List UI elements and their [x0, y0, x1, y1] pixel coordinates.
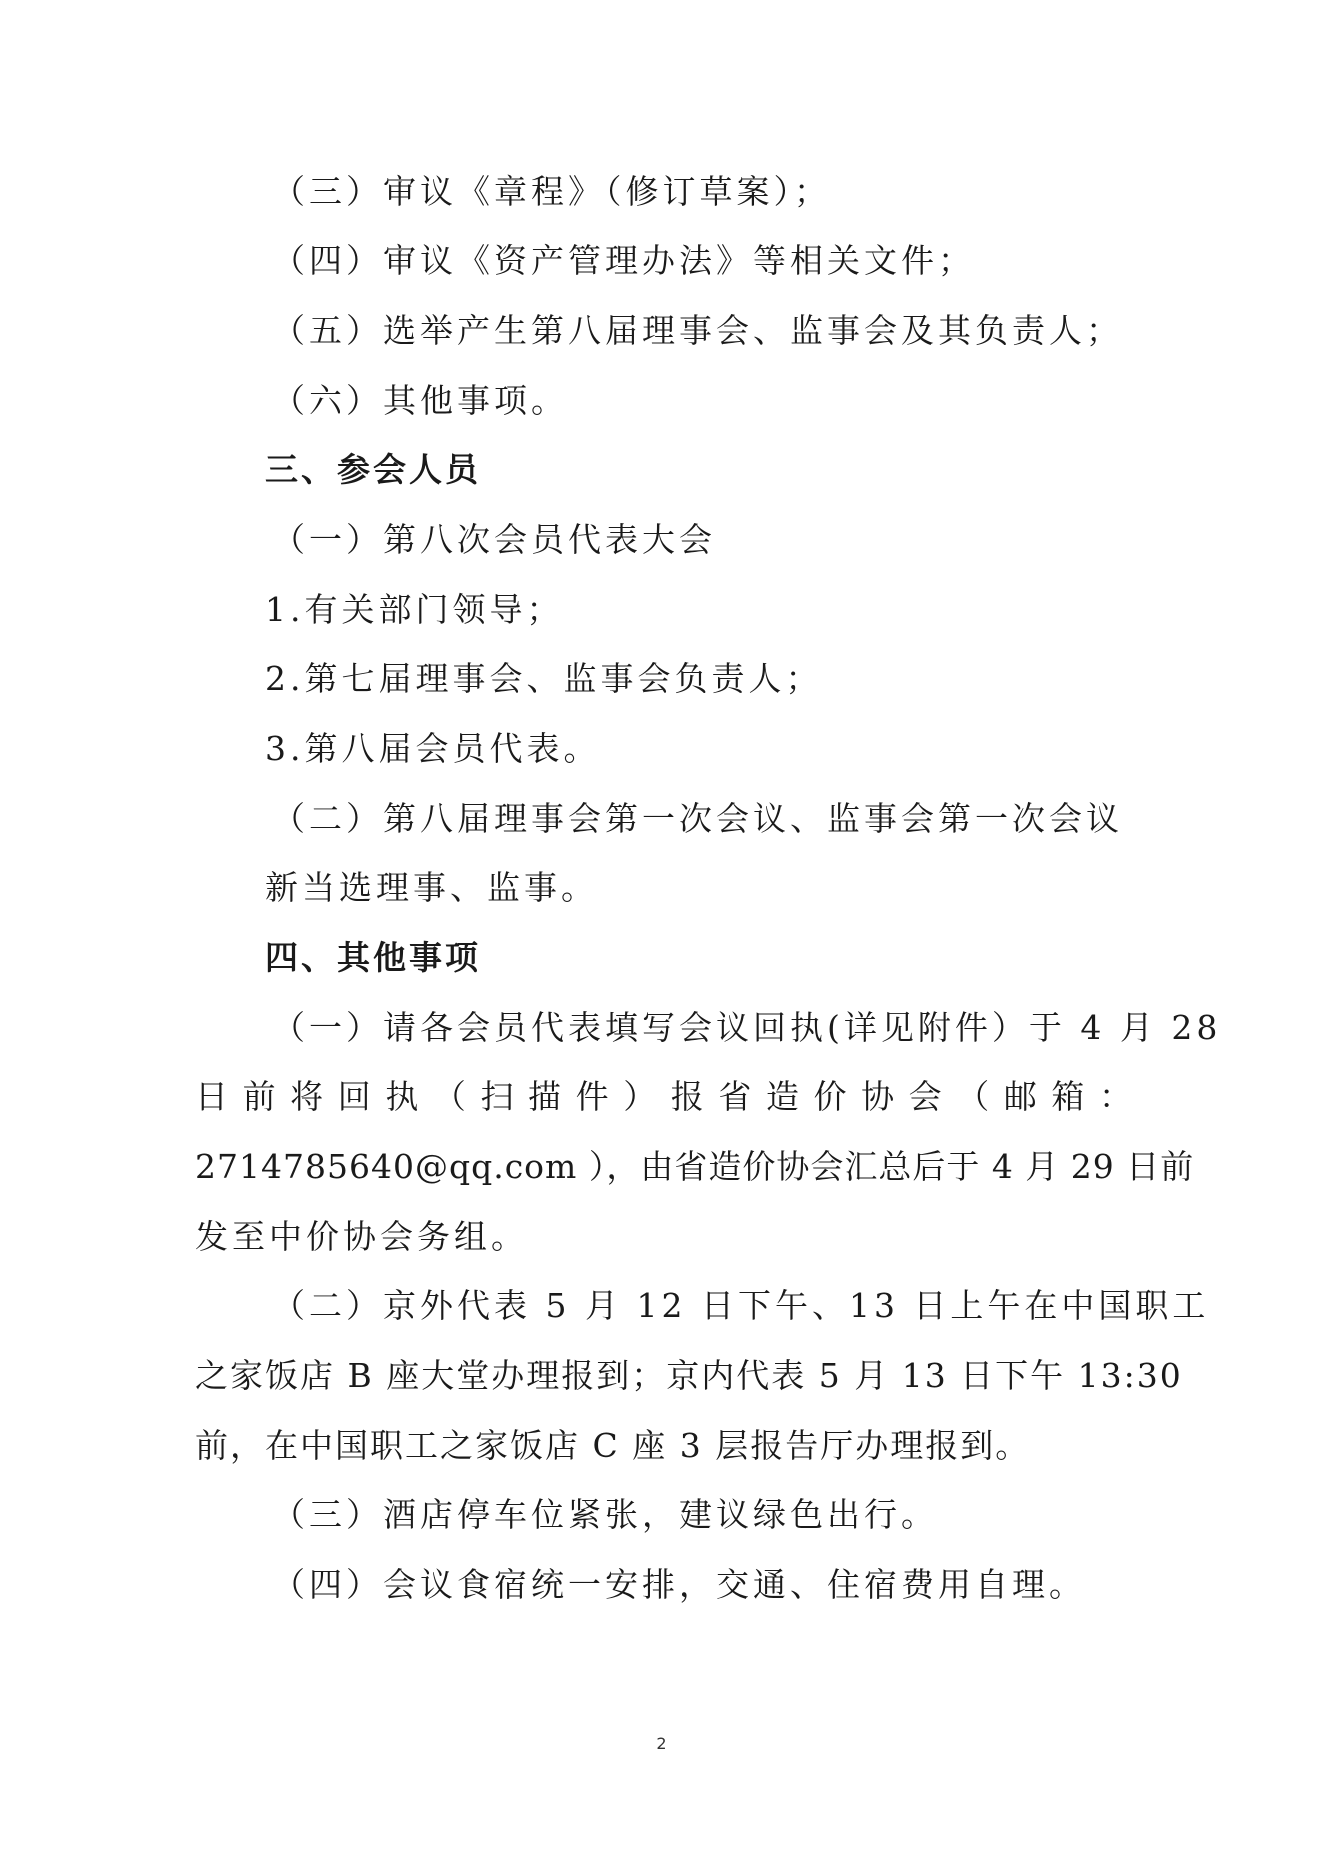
item-4-review-asset-rules: （四）审议《资产管理办法》等相关文件；: [272, 241, 975, 280]
section-4-heading: 四、其他事项: [265, 938, 481, 977]
other-item-2-line-2: 之家饭店 B 座大堂办理报到；京内代表 5 月 13 日下午 13:30: [195, 1356, 1183, 1395]
section-3-heading: 三、参会人员: [265, 450, 481, 489]
attendee-3: 3.第八届会员代表。: [265, 729, 601, 768]
other-item-1-line-3: 2714785640@qq.com ），由省造价协会汇总后于 4 月 29 日前: [195, 1147, 1195, 1186]
subsection-2-continuation: 新当选理事、监事。: [265, 868, 598, 907]
page-number: 2: [656, 1734, 667, 1753]
other-item-2-line-1: （二）京外代表 5 月 12 日下午、13 日上午在中国职工: [272, 1286, 1210, 1325]
other-item-2-line-3: 前，在中国职工之家饭店 C 座 3 层报告厅办理报到。: [195, 1426, 1031, 1465]
item-5-election: （五）选举产生第八届理事会、监事会及其负责人；: [272, 311, 1123, 350]
other-item-3: （三）酒店停车位紧张，建议绿色出行。: [272, 1495, 938, 1534]
other-item-4: （四）会议食宿统一安排，交通、住宿费用自理。: [272, 1565, 1086, 1604]
other-item-1-line-4: 发至中价协会务组。: [195, 1217, 528, 1256]
attendee-2: 2.第七届理事会、监事会负责人；: [265, 659, 823, 698]
item-6-other: （六）其他事项。: [272, 381, 568, 420]
attendee-1: 1.有关部门领导；: [265, 590, 564, 629]
item-3-review-charter: （三）审议《章程》（修订草案）；: [272, 172, 831, 211]
other-item-1-line-2: 日前将回执（扫描件）报省造价协会（邮箱：: [195, 1077, 1132, 1116]
other-item-1-line-1: （一）请各会员代表填写会议回执(详见附件）于 4 月 28: [272, 1008, 1222, 1047]
subsection-2-board-meeting: （二）第八届理事会第一次会议、监事会第一次会议: [272, 799, 1123, 838]
subsection-1-congress: （一）第八次会员代表大会: [272, 520, 716, 559]
